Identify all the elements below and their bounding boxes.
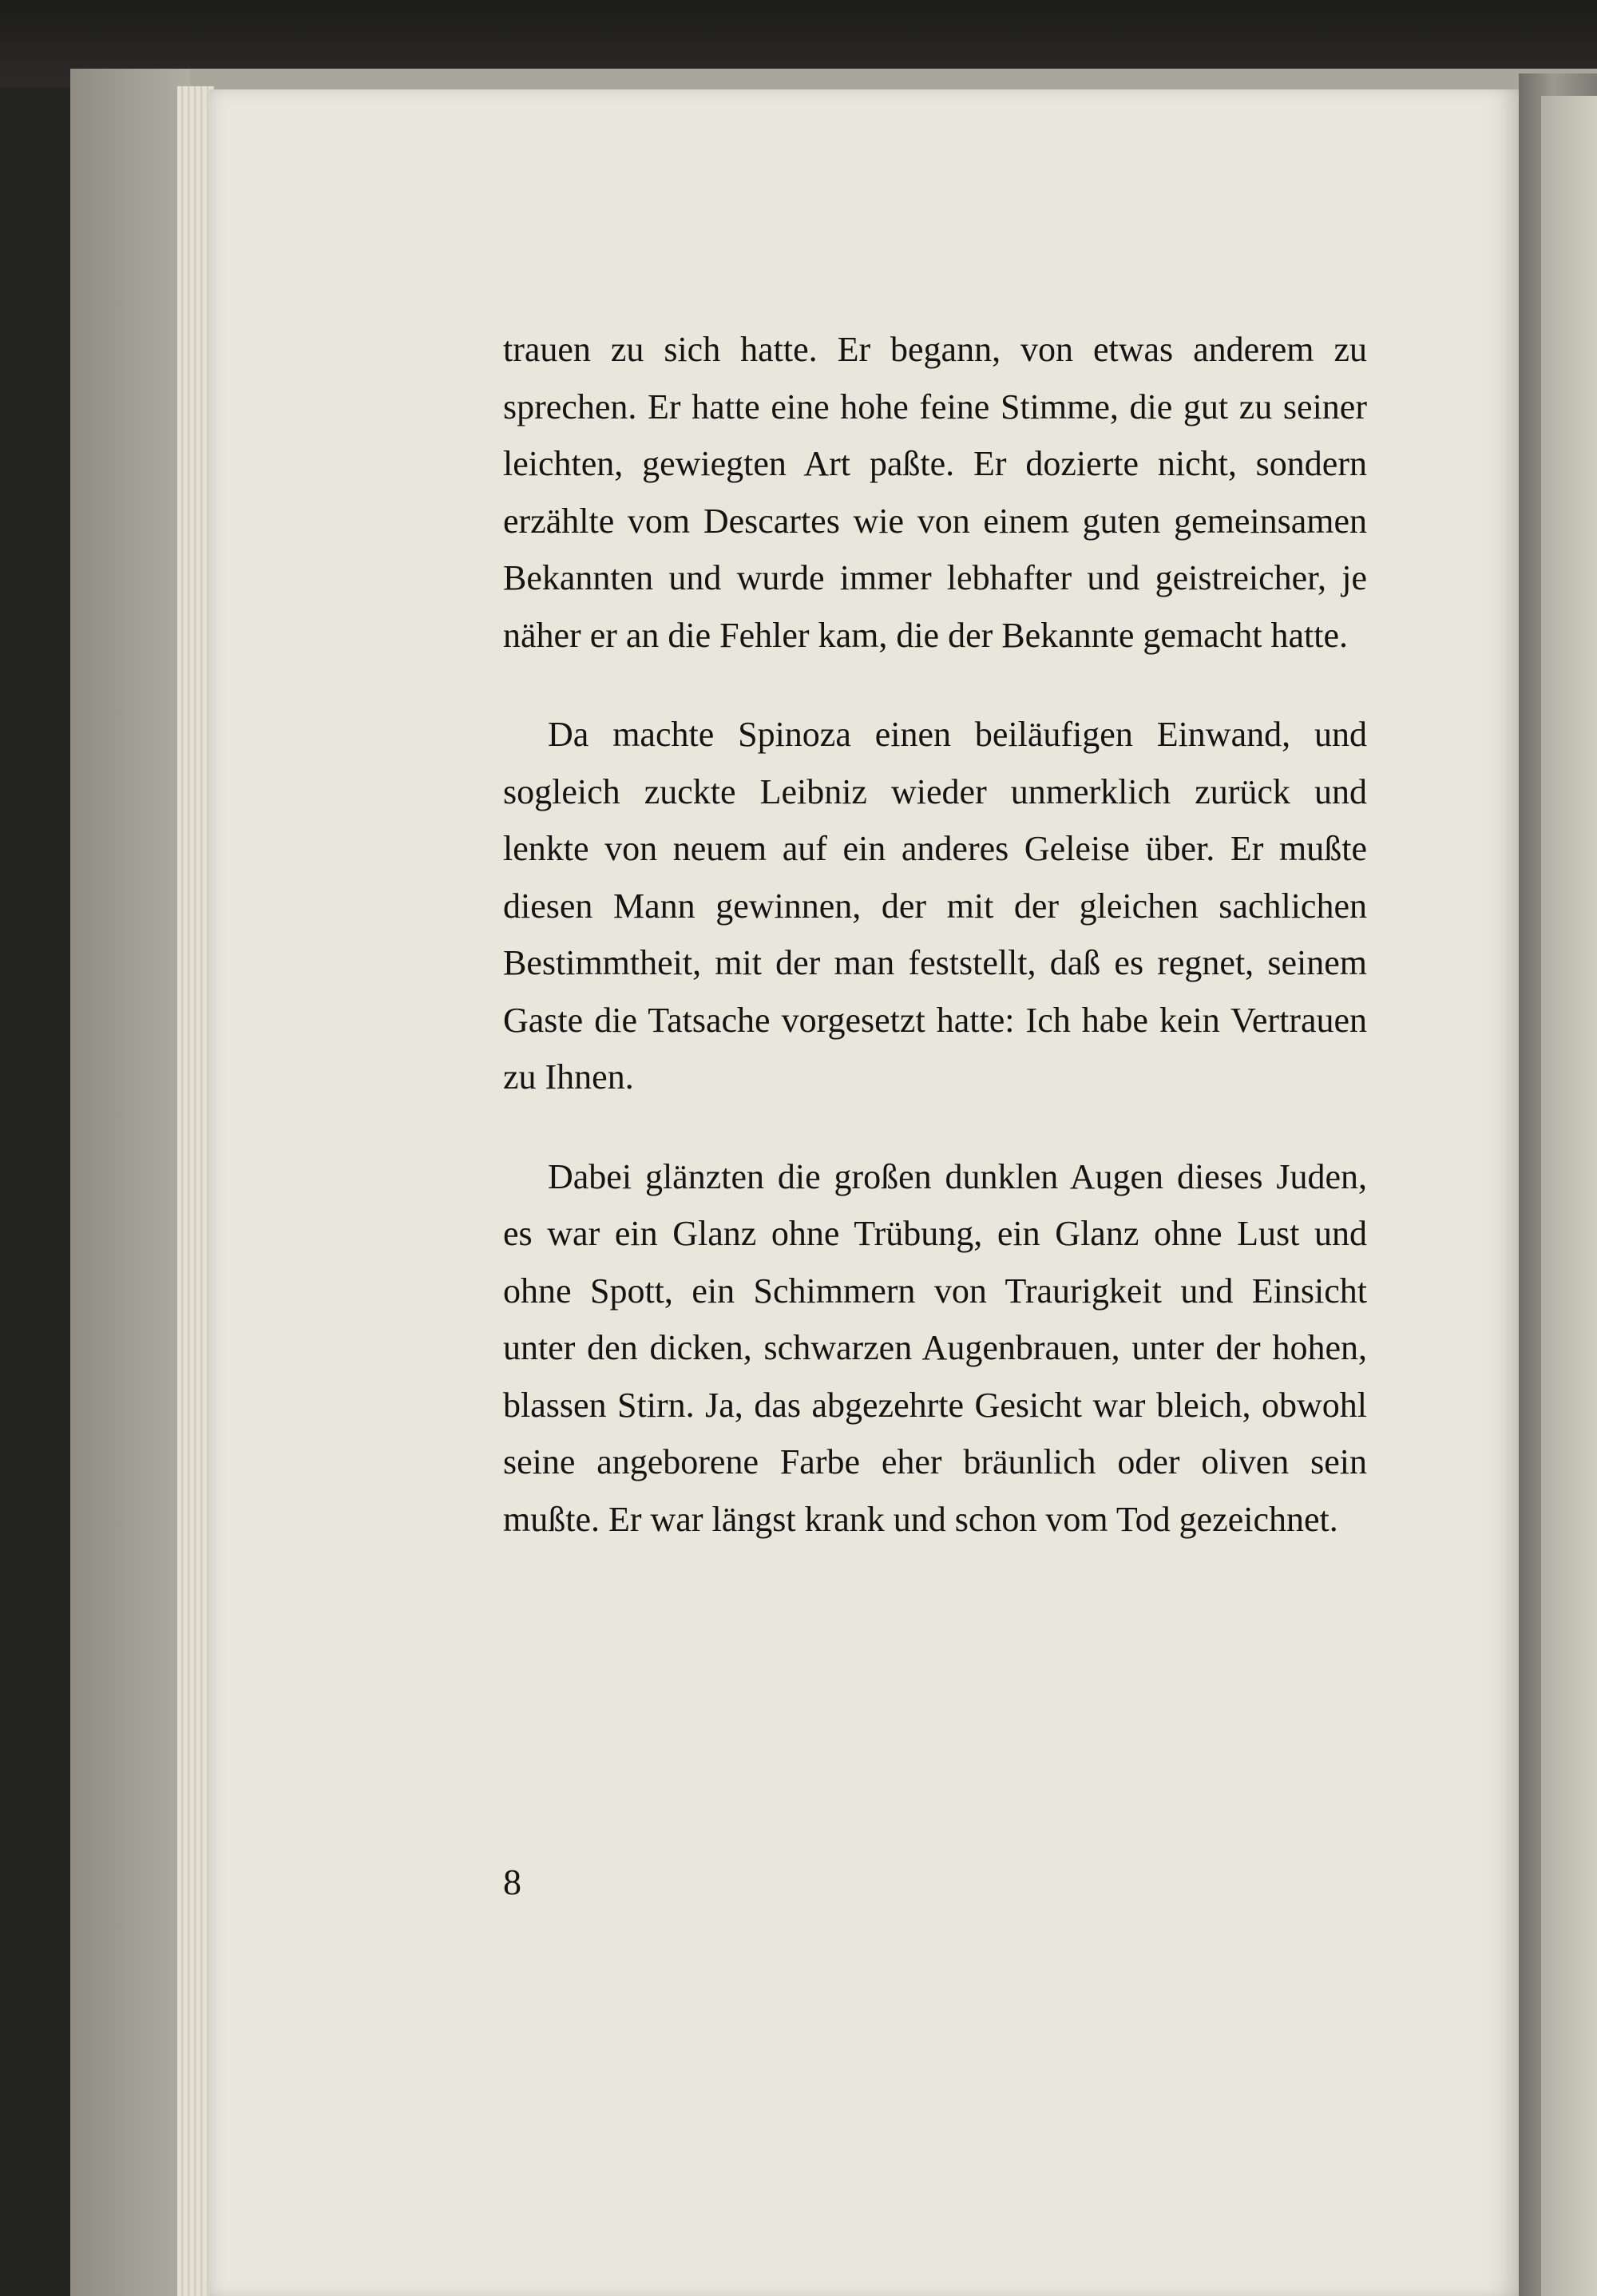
page-number: 8 (503, 1862, 521, 1902)
body-text (503, 321, 1367, 1548)
paragraph-3: Dabei glänzten die großen dunklen Augen dieses Juden, es war ein Glanz ohne Trübung, ein Glanz ohne Lust und ohne Spott, ein Schimmern von Traurigkeit und Einsicht unter den dicken, schwarzen Augenbrauen, unter der hohen, blassen Stirn. Ja, das abgezehrte Gesicht war bleich, obwohl seine angeborene Farbe eher bräunlich oder oliven sein mußte. Er war längst krank und schon vom Tod gezeichnet. (503, 1156, 1367, 1539)
paragraph-1: trauen zu sich hatte. Er begann, von etwas anderem zu sprechen. Er hatte eine hohe feine Stimme, die gut zu seiner leichten, gewiegten Art paßte. Er dozierte nicht, sondern erzählte vom Descartes wie von einem guten gemeinsamen Bekannten und wurde immer lebhafter und geistreicher, je näher er an die Fehler kam, die der Bekannte gemacht hatte. (503, 330, 1367, 655)
next-page-edge (1541, 96, 1597, 2296)
cover-shadow (70, 69, 190, 2296)
paragraph-2: Da machte Spinoza einen beiläufigen Einwand, und sogleich zuckte Leibniz wieder unmerklich zurück und lenkte von neuem auf ein anderes Geleise über. Er mußte diesen Mann gewinnen, der mit der gleichen sachlichen Bestimmtheit, mit der man feststellt, daß es regnet, seinem Gaste die Tatsache vorgesetzt hatte: Ich habe kein Vertrauen zu Ihnen. (503, 715, 1367, 1096)
